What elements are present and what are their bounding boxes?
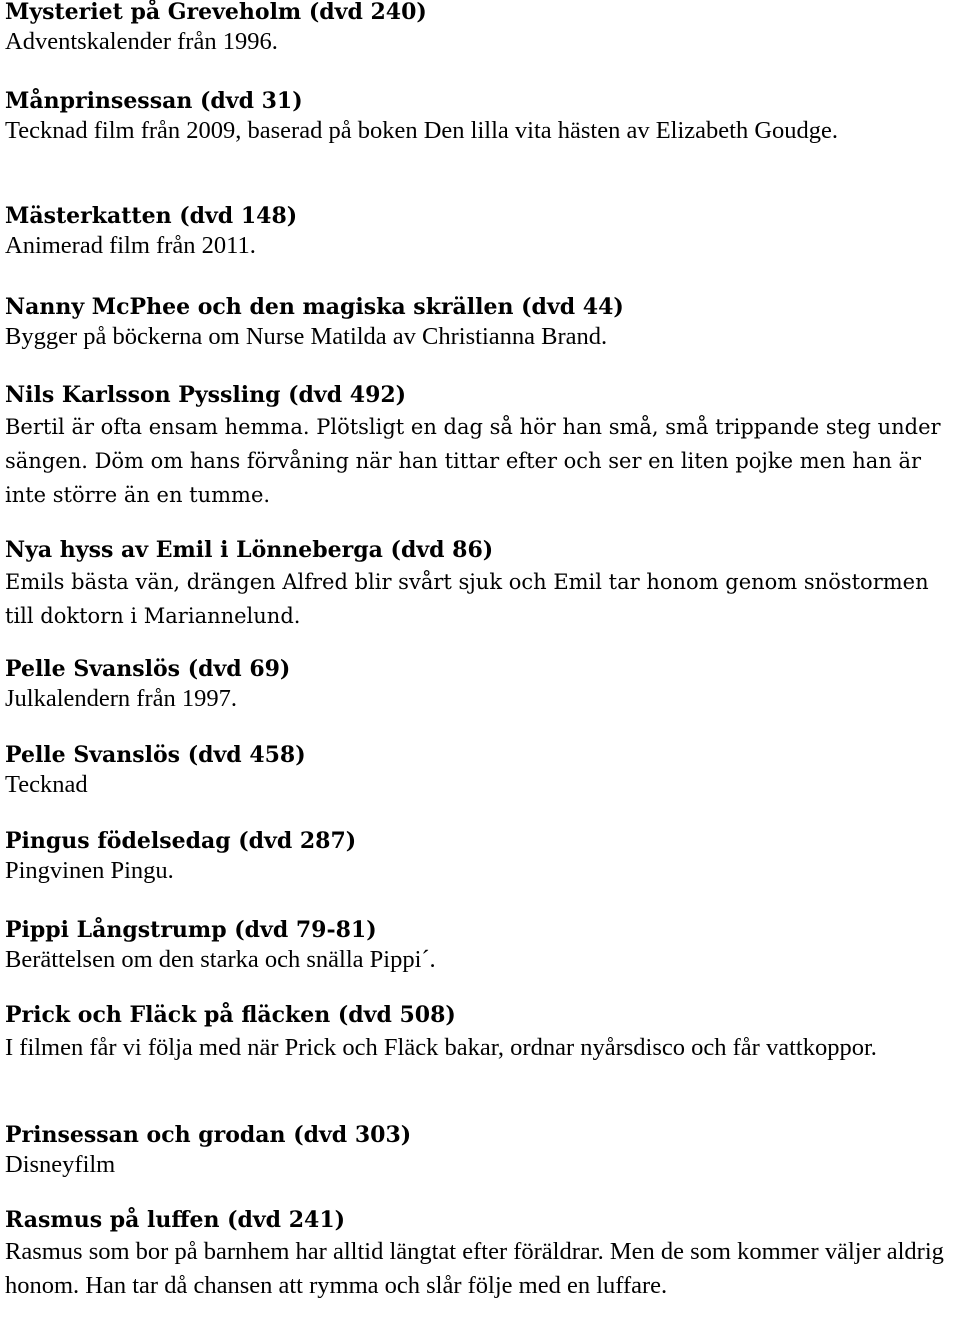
entry-title: Nya hyss av Emil i Lönneberga (dvd 86) <box>5 537 494 563</box>
list-item <box>5 1205 960 1303</box>
entry-description: Animerad film från 2011. <box>5 232 256 259</box>
entry-title: Pingus födelsedag (dvd 287) <box>5 828 357 854</box>
list-item <box>5 535 960 633</box>
entry-description: Tecknad <box>5 771 88 798</box>
entry-description: Pingvinen Pingu. <box>5 857 174 884</box>
entry-title: Nils Karlsson Pyssling (dvd 492) <box>5 382 407 408</box>
entry-title: Pippi Långstrump (dvd 79-81) <box>5 917 377 943</box>
entry-description: Bertil är ofta ensam hemma. Plötsligt en dag så hör han små, små trippande steg under sängen. Döm om hans förvåning när han tittar efter och ser en liten pojke men han är inte större än en tumme. <box>5 415 941 507</box>
entry-title: Mysteriet på Greveholm (dvd 240) <box>5 0 427 25</box>
list-item <box>5 0 960 56</box>
entry-description: Bygger på böckerna om Nurse Matilda av Christianna Brand. <box>5 323 608 350</box>
entry-title: Nanny McPhee och den magiska skrällen (dvd 44) <box>5 294 624 320</box>
list-item <box>5 1120 960 1179</box>
list-item <box>5 826 960 885</box>
list-item <box>5 740 960 799</box>
list-item <box>5 201 960 260</box>
entry-title: Pelle Svanslös (dvd 69) <box>5 656 291 682</box>
entry-description: Berättelsen om den starka och snälla Pippi´. <box>5 946 436 973</box>
list-item <box>5 86 960 145</box>
entry-title: Rasmus på luffen (dvd 241) <box>5 1207 346 1233</box>
entry-title: Prick och Fläck på fläcken (dvd 508) <box>5 1002 456 1028</box>
list-item <box>5 380 960 512</box>
entry-description: Adventskalender från 1996. <box>5 28 278 55</box>
entry-title: Prinsessan och grodan (dvd 303) <box>5 1122 412 1148</box>
list-item <box>5 1000 960 1065</box>
entry-description: Disneyfilm <box>5 1151 116 1178</box>
entry-title: Månprinsessan (dvd 31) <box>5 88 303 114</box>
entry-title: Mästerkatten (dvd 148) <box>5 203 298 229</box>
list-item <box>5 654 960 713</box>
entry-description: Emils bästa vän, drängen Alfred blir svårt sjuk och Emil tar honom genom snöstormen till doktorn i Mariannelund. <box>5 570 929 628</box>
entry-title: Pelle Svanslös (dvd 458) <box>5 742 306 768</box>
entry-description: Rasmus som bor på barnhem har alltid längtat efter föräldrar. Men de som kommer väljer aldrig honom. Han tar då chansen att rymma och slår följe med en luffare. <box>5 1238 944 1299</box>
entry-description: Tecknad film från 2009, baserad på boken Den lilla vita hästen av Elizabeth Goudge. <box>5 117 839 144</box>
list-item <box>5 915 960 974</box>
list-item <box>5 292 960 351</box>
entry-description: Julkalendern från 1997. <box>5 685 237 712</box>
entry-description: I filmen får vi följa med när Prick och Fläck bakar, ordnar nyårsdisco och får vattkoppor. <box>5 1034 877 1061</box>
